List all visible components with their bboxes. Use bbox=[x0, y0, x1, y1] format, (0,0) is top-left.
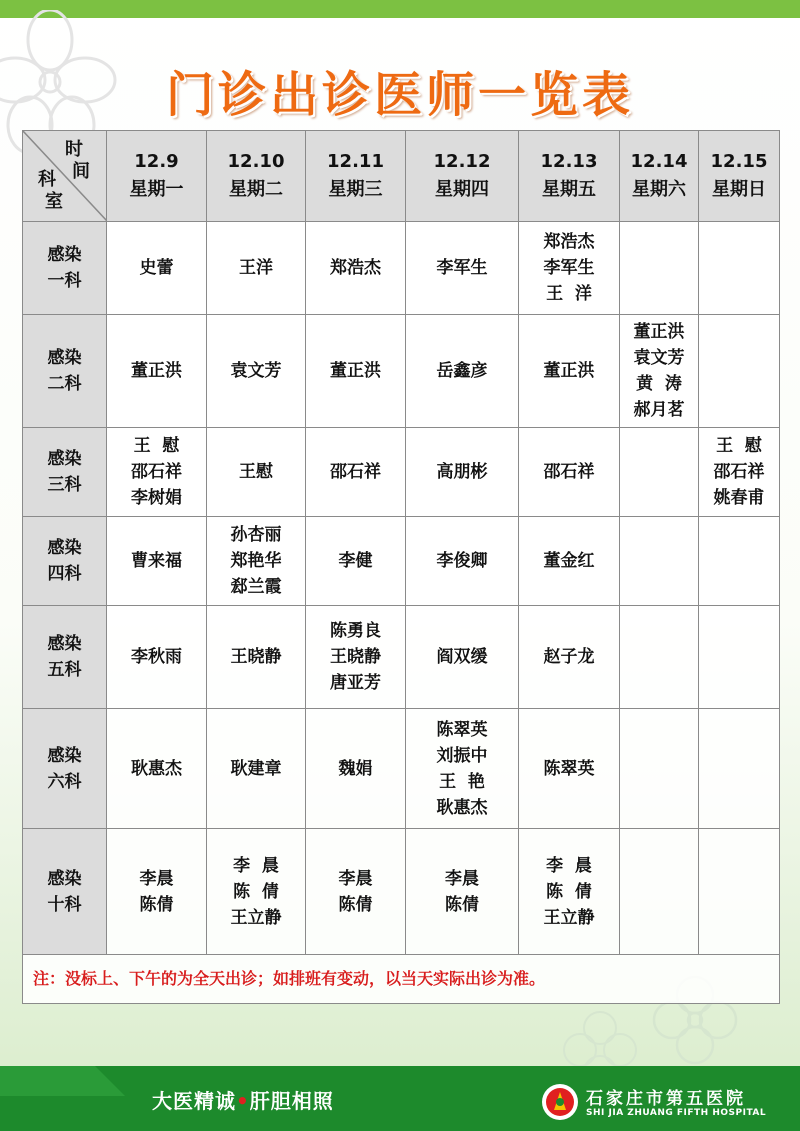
doctor-name: 陈翠英 bbox=[436, 719, 488, 740]
table-row bbox=[23, 606, 780, 709]
hospital-logo-icon bbox=[540, 1082, 580, 1122]
doctor-name: 耿建章 bbox=[230, 758, 282, 779]
doctor-name: 刘振中 bbox=[436, 745, 488, 766]
doctor-name: 郄兰霞 bbox=[230, 577, 282, 597]
doctor-name: 王 洋 bbox=[546, 284, 592, 304]
doctor-cell bbox=[207, 517, 306, 606]
doctor-name: 郑艳华 bbox=[230, 551, 282, 571]
page-title: 门诊出诊医师一览表 bbox=[165, 67, 634, 123]
doctor-cell bbox=[107, 517, 207, 606]
doctor-name: 邵石祥 bbox=[713, 462, 765, 482]
doctor-name: 陈勇良 bbox=[330, 621, 381, 641]
table-row bbox=[23, 829, 780, 955]
doctor-name: 李 晨 bbox=[233, 855, 279, 876]
doctor-cell bbox=[406, 428, 519, 517]
department-cell: 感染 二科 bbox=[23, 315, 107, 428]
doctor-cell bbox=[699, 829, 780, 955]
doctor-name: 李秋雨 bbox=[131, 647, 182, 667]
table-row bbox=[23, 222, 780, 315]
doctor-name: 唐亚芳 bbox=[330, 673, 381, 693]
doctor-name: 李俊卿 bbox=[436, 551, 488, 571]
doctor-name: 孙杏丽 bbox=[230, 525, 282, 545]
day-header: 12.14 星期六 bbox=[620, 131, 699, 222]
department-cell: 感染 三科 bbox=[23, 428, 107, 517]
doctor-name: 郝月茗 bbox=[633, 400, 685, 420]
doctor-cell bbox=[406, 315, 519, 428]
doctor-cell bbox=[519, 517, 620, 606]
schedule-table bbox=[22, 130, 780, 1004]
doctor-name: 赵子龙 bbox=[543, 647, 595, 667]
doctor-cell bbox=[519, 428, 620, 517]
doctor-name: 李晨 bbox=[338, 868, 373, 889]
doctor-name: 王 慰 bbox=[716, 436, 762, 456]
doctor-name: 李树娟 bbox=[131, 488, 182, 508]
doctor-cell bbox=[620, 315, 699, 428]
doctor-cell bbox=[519, 606, 620, 709]
day-header: 12.9 星期一 bbox=[107, 131, 207, 222]
doctor-cell bbox=[699, 709, 780, 829]
day-header: 12.12 星期四 bbox=[406, 131, 519, 222]
doctor-cell bbox=[519, 709, 620, 829]
doctor-cell bbox=[406, 222, 519, 315]
doctor-name: 王洋 bbox=[239, 258, 273, 278]
doctor-name: 阎双缓 bbox=[436, 647, 488, 667]
hospital-name: 石家庄市第五医院 bbox=[586, 1089, 746, 1109]
doctor-cell bbox=[306, 606, 406, 709]
hospital-name-english: SHI JIA ZHUANG FIFTH HOSPITAL bbox=[586, 1108, 767, 1118]
doctor-cell bbox=[699, 315, 780, 428]
doctor-name: 郑浩杰 bbox=[543, 232, 595, 252]
department-cell: 感染 四科 bbox=[23, 517, 107, 606]
note-row bbox=[23, 955, 780, 1004]
doctor-cell bbox=[620, 428, 699, 517]
doctor-cell bbox=[620, 829, 699, 955]
doctor-name: 邵石祥 bbox=[131, 462, 182, 482]
doctor-name: 陈倩 bbox=[139, 894, 174, 915]
schedule-note: 注：没标上、下午的为全天出诊；如排班有变动，以当天实际出诊为准。 bbox=[23, 955, 780, 1004]
doctor-cell bbox=[107, 829, 207, 955]
footer-slogan: 大医精诚•肝胆相照 bbox=[152, 1089, 334, 1113]
top-bar bbox=[0, 0, 800, 18]
doctor-name: 王立静 bbox=[543, 907, 595, 928]
doctor-cell bbox=[207, 222, 306, 315]
doctor-cell bbox=[620, 709, 699, 829]
department-cell: 感染 一科 bbox=[23, 222, 107, 315]
doctor-name: 邵石祥 bbox=[543, 462, 595, 482]
doctor-name: 黄 涛 bbox=[636, 374, 682, 394]
doctor-cell bbox=[207, 606, 306, 709]
doctor-name: 王晓静 bbox=[230, 647, 282, 667]
doctor-cell bbox=[406, 517, 519, 606]
doctor-cell bbox=[207, 709, 306, 829]
doctor-cell bbox=[406, 606, 519, 709]
doctor-name: 邵石祥 bbox=[330, 462, 381, 482]
doctor-name: 陈 倩 bbox=[546, 881, 592, 902]
doctor-name: 董正洪 bbox=[543, 361, 595, 381]
doctor-name: 李健 bbox=[338, 551, 373, 571]
doctor-name: 董正洪 bbox=[330, 361, 381, 381]
doctor-cell bbox=[620, 606, 699, 709]
doctor-name: 李军生 bbox=[436, 258, 488, 278]
doctor-cell bbox=[306, 222, 406, 315]
doctor-name: 姚春甫 bbox=[713, 488, 765, 508]
doctor-cell bbox=[306, 517, 406, 606]
corner-header bbox=[23, 131, 107, 222]
doctor-name: 曹来福 bbox=[131, 551, 182, 571]
corner-dept-label: 科 室 bbox=[38, 169, 63, 212]
department-cell: 感染 十科 bbox=[23, 829, 107, 955]
department-cell: 感染 六科 bbox=[23, 709, 107, 829]
doctor-cell bbox=[107, 315, 207, 428]
doctor-cell bbox=[519, 829, 620, 955]
doctor-cell bbox=[107, 606, 207, 709]
header-row bbox=[23, 131, 780, 222]
doctor-cell bbox=[207, 829, 306, 955]
doctor-name: 陈翠英 bbox=[543, 758, 595, 779]
doctor-name: 史蕾 bbox=[139, 258, 174, 278]
doctor-name: 郑浩杰 bbox=[330, 258, 381, 278]
doctor-cell bbox=[699, 428, 780, 517]
doctor-name: 袁文芳 bbox=[633, 348, 685, 368]
doctor-name: 陈倩 bbox=[445, 894, 479, 915]
doctor-name: 李晨 bbox=[139, 868, 174, 889]
doctor-cell bbox=[699, 222, 780, 315]
doctor-cell bbox=[620, 222, 699, 315]
doctor-name: 王晓静 bbox=[330, 647, 381, 667]
doctor-name: 李晨 bbox=[445, 868, 479, 889]
doctor-cell bbox=[406, 829, 519, 955]
doctor-name: 王立静 bbox=[230, 907, 282, 928]
day-header: 12.11 星期三 bbox=[306, 131, 406, 222]
doctor-name: 陈倩 bbox=[338, 894, 373, 915]
doctor-cell bbox=[406, 709, 519, 829]
doctor-cell bbox=[207, 428, 306, 517]
doctor-name: 董正洪 bbox=[131, 361, 182, 381]
doctor-name: 岳鑫彦 bbox=[436, 361, 488, 381]
doctor-name: 王 艳 bbox=[439, 771, 485, 792]
table-row bbox=[23, 709, 780, 829]
doctor-cell bbox=[699, 517, 780, 606]
doctor-name: 王慰 bbox=[239, 462, 273, 482]
department-cell: 感染 五科 bbox=[23, 606, 107, 709]
doctor-name: 耿惠杰 bbox=[131, 758, 182, 779]
doctor-name: 李军生 bbox=[543, 258, 595, 278]
day-header: 12.15 星期日 bbox=[699, 131, 780, 222]
doctor-name: 高朋彬 bbox=[436, 462, 488, 482]
doctor-name: 陈 倩 bbox=[233, 881, 279, 902]
doctor-cell bbox=[620, 517, 699, 606]
doctor-name: 魏娟 bbox=[338, 758, 373, 779]
table-row bbox=[23, 517, 780, 606]
doctor-name: 李 晨 bbox=[546, 855, 592, 876]
doctor-cell bbox=[519, 222, 620, 315]
doctor-cell bbox=[306, 428, 406, 517]
doctor-cell bbox=[107, 709, 207, 829]
table-row bbox=[23, 428, 780, 517]
doctor-cell bbox=[306, 829, 406, 955]
doctor-cell bbox=[107, 428, 207, 517]
doctor-cell bbox=[306, 709, 406, 829]
doctor-cell bbox=[207, 315, 306, 428]
doctor-cell bbox=[519, 315, 620, 428]
doctor-name: 王 慰 bbox=[133, 436, 180, 456]
doctor-cell bbox=[699, 606, 780, 709]
day-header: 12.13 星期五 bbox=[519, 131, 620, 222]
corner-time-label: 时 间 bbox=[65, 139, 90, 182]
doctor-cell bbox=[306, 315, 406, 428]
doctor-name: 董正洪 bbox=[633, 322, 685, 342]
doctor-name: 袁文芳 bbox=[230, 361, 282, 381]
doctor-cell bbox=[107, 222, 207, 315]
table-row bbox=[23, 315, 780, 428]
doctor-name: 耿惠杰 bbox=[436, 797, 488, 818]
day-header: 12.10 星期二 bbox=[207, 131, 306, 222]
schedule-body bbox=[23, 222, 780, 955]
doctor-name: 董金红 bbox=[543, 551, 595, 571]
